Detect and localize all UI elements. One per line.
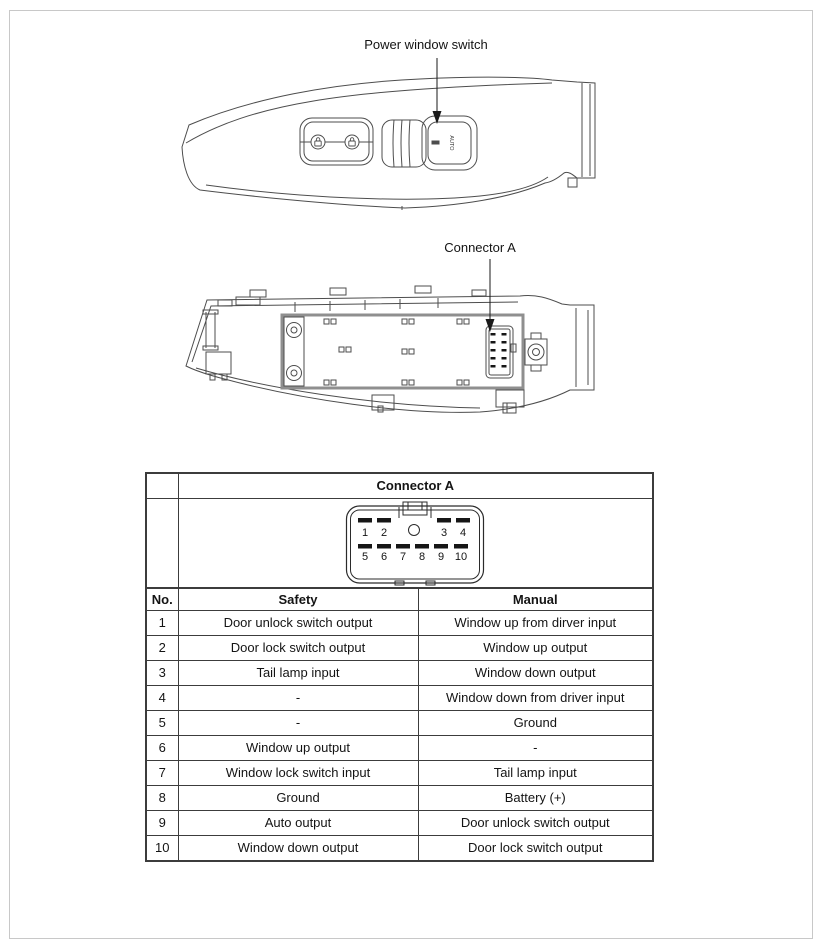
safety-cell: - <box>178 686 418 711</box>
connector-a-pin-slots <box>491 333 507 368</box>
pin-slot <box>415 544 429 549</box>
window-switch-bezel <box>382 120 426 167</box>
pin-number-cell: 1 <box>146 611 178 636</box>
auto-label: AUTO <box>448 135 454 151</box>
safety-cell: Ground <box>178 786 418 811</box>
screw-top <box>287 323 302 338</box>
col-header-safety: Safety <box>178 588 418 611</box>
lock-button <box>311 135 325 149</box>
connector-a-callout-label: Connector A <box>444 240 516 255</box>
pin-slot <box>437 518 451 523</box>
safety-cell: Auto output <box>178 811 418 836</box>
pin-slot <box>377 544 391 549</box>
pin-number-label: 5 <box>362 551 369 563</box>
table-row <box>146 836 653 862</box>
left-block <box>206 352 231 380</box>
rocker-indicator <box>432 141 439 144</box>
title-row-spacer <box>146 473 178 499</box>
manual-cell: Battery (+) <box>418 786 653 811</box>
safety-cell: Window up output <box>178 736 418 761</box>
power-window-switch-label: Power window switch <box>364 37 488 52</box>
pin-number-label: 8 <box>419 551 426 563</box>
table-row <box>146 636 653 661</box>
connector-index-hole <box>409 525 420 536</box>
safety-cell: Door unlock switch output <box>178 611 418 636</box>
pin-number-cell: 10 <box>146 836 178 862</box>
pin-slot <box>454 544 468 549</box>
safety-cell: Door lock switch output <box>178 636 418 661</box>
unlock-button <box>345 135 359 149</box>
pin-slot <box>358 518 372 523</box>
pin-number-label: 10 <box>455 551 468 563</box>
safety-cell: Tail lamp input <box>178 661 418 686</box>
pin-number-cell: 3 <box>146 661 178 686</box>
manual-cell: Door lock switch output <box>418 836 653 862</box>
window-switch-bezel-seams <box>393 120 410 167</box>
flange-lines <box>576 308 588 387</box>
safety-cell: Window lock switch input <box>178 761 418 786</box>
bottom-block-left <box>372 395 394 412</box>
table-row <box>146 736 653 761</box>
pin-number-label: 9 <box>438 551 445 563</box>
panel-bottom-seam <box>206 177 548 199</box>
manual-cell: Door unlock switch output <box>418 811 653 836</box>
pin-number-cell: 6 <box>146 736 178 761</box>
pin-table-body <box>146 611 653 862</box>
table-row <box>146 711 653 736</box>
pin-number-label: 3 <box>441 527 448 539</box>
pin-number-label: 6 <box>381 551 388 563</box>
panel-endcap-lines <box>582 83 590 177</box>
table-title: Connector A <box>178 473 653 499</box>
switch-panel-top-drawing <box>180 55 620 210</box>
connector-a-body <box>486 326 516 378</box>
switch-panel-bottom-drawing <box>180 240 620 425</box>
safety-cell: Window down output <box>178 836 418 862</box>
pin-number-cell: 5 <box>146 711 178 736</box>
left-post <box>203 310 218 350</box>
panel-outline <box>182 77 595 208</box>
pin-number-cell: 2 <box>146 636 178 661</box>
col-header-manual: Manual <box>418 588 653 611</box>
col-header-no: No. <box>146 588 178 611</box>
manual-cell: - <box>418 736 653 761</box>
pin-slot <box>434 544 448 549</box>
safety-cell: - <box>178 711 418 736</box>
connector-diagram-row <box>146 499 653 589</box>
underside-inner-edge <box>192 302 518 362</box>
power-window-switch-arrow <box>433 58 442 124</box>
pin-number-label: 1 <box>362 527 369 539</box>
connector-a-face-diagram <box>345 499 485 587</box>
pin-number-label: 4 <box>460 527 467 539</box>
connector-a-table <box>145 472 652 862</box>
table-row <box>146 661 653 686</box>
panel-foot <box>568 178 577 187</box>
table-row <box>146 811 653 836</box>
table-row <box>146 786 653 811</box>
pin-slot <box>396 544 410 549</box>
pin-number-cell: 7 <box>146 761 178 786</box>
pin-number-label: 2 <box>381 527 388 539</box>
table-title-row <box>146 473 653 499</box>
pin-number-cell: 8 <box>146 786 178 811</box>
table-row <box>146 761 653 786</box>
manual-cell: Tail lamp input <box>418 761 653 786</box>
connector-a-arrow <box>486 259 495 332</box>
screw-bottom <box>287 366 302 381</box>
pin-number-cell: 9 <box>146 811 178 836</box>
pin-slot <box>456 518 470 523</box>
manual-cell: Window down from driver input <box>418 686 653 711</box>
mount-boss <box>525 333 547 371</box>
pin-slot <box>377 518 391 523</box>
pin-number-cell: 4 <box>146 686 178 711</box>
board-clips <box>324 319 469 385</box>
pin-slot <box>358 544 372 549</box>
connector-diagram-cell <box>178 499 653 589</box>
manual-cell: Window up from dirver input <box>418 611 653 636</box>
table-row <box>146 611 653 636</box>
manual-cell: Window down output <box>418 661 653 686</box>
diagram-row-spacer <box>146 499 178 589</box>
manual-cell: Ground <box>418 711 653 736</box>
table-header-row <box>146 588 653 611</box>
table-row <box>146 686 653 711</box>
connector-bottom-pins <box>358 544 468 563</box>
manual-cell: Window up output <box>418 636 653 661</box>
pin-number-label: 7 <box>400 551 407 563</box>
